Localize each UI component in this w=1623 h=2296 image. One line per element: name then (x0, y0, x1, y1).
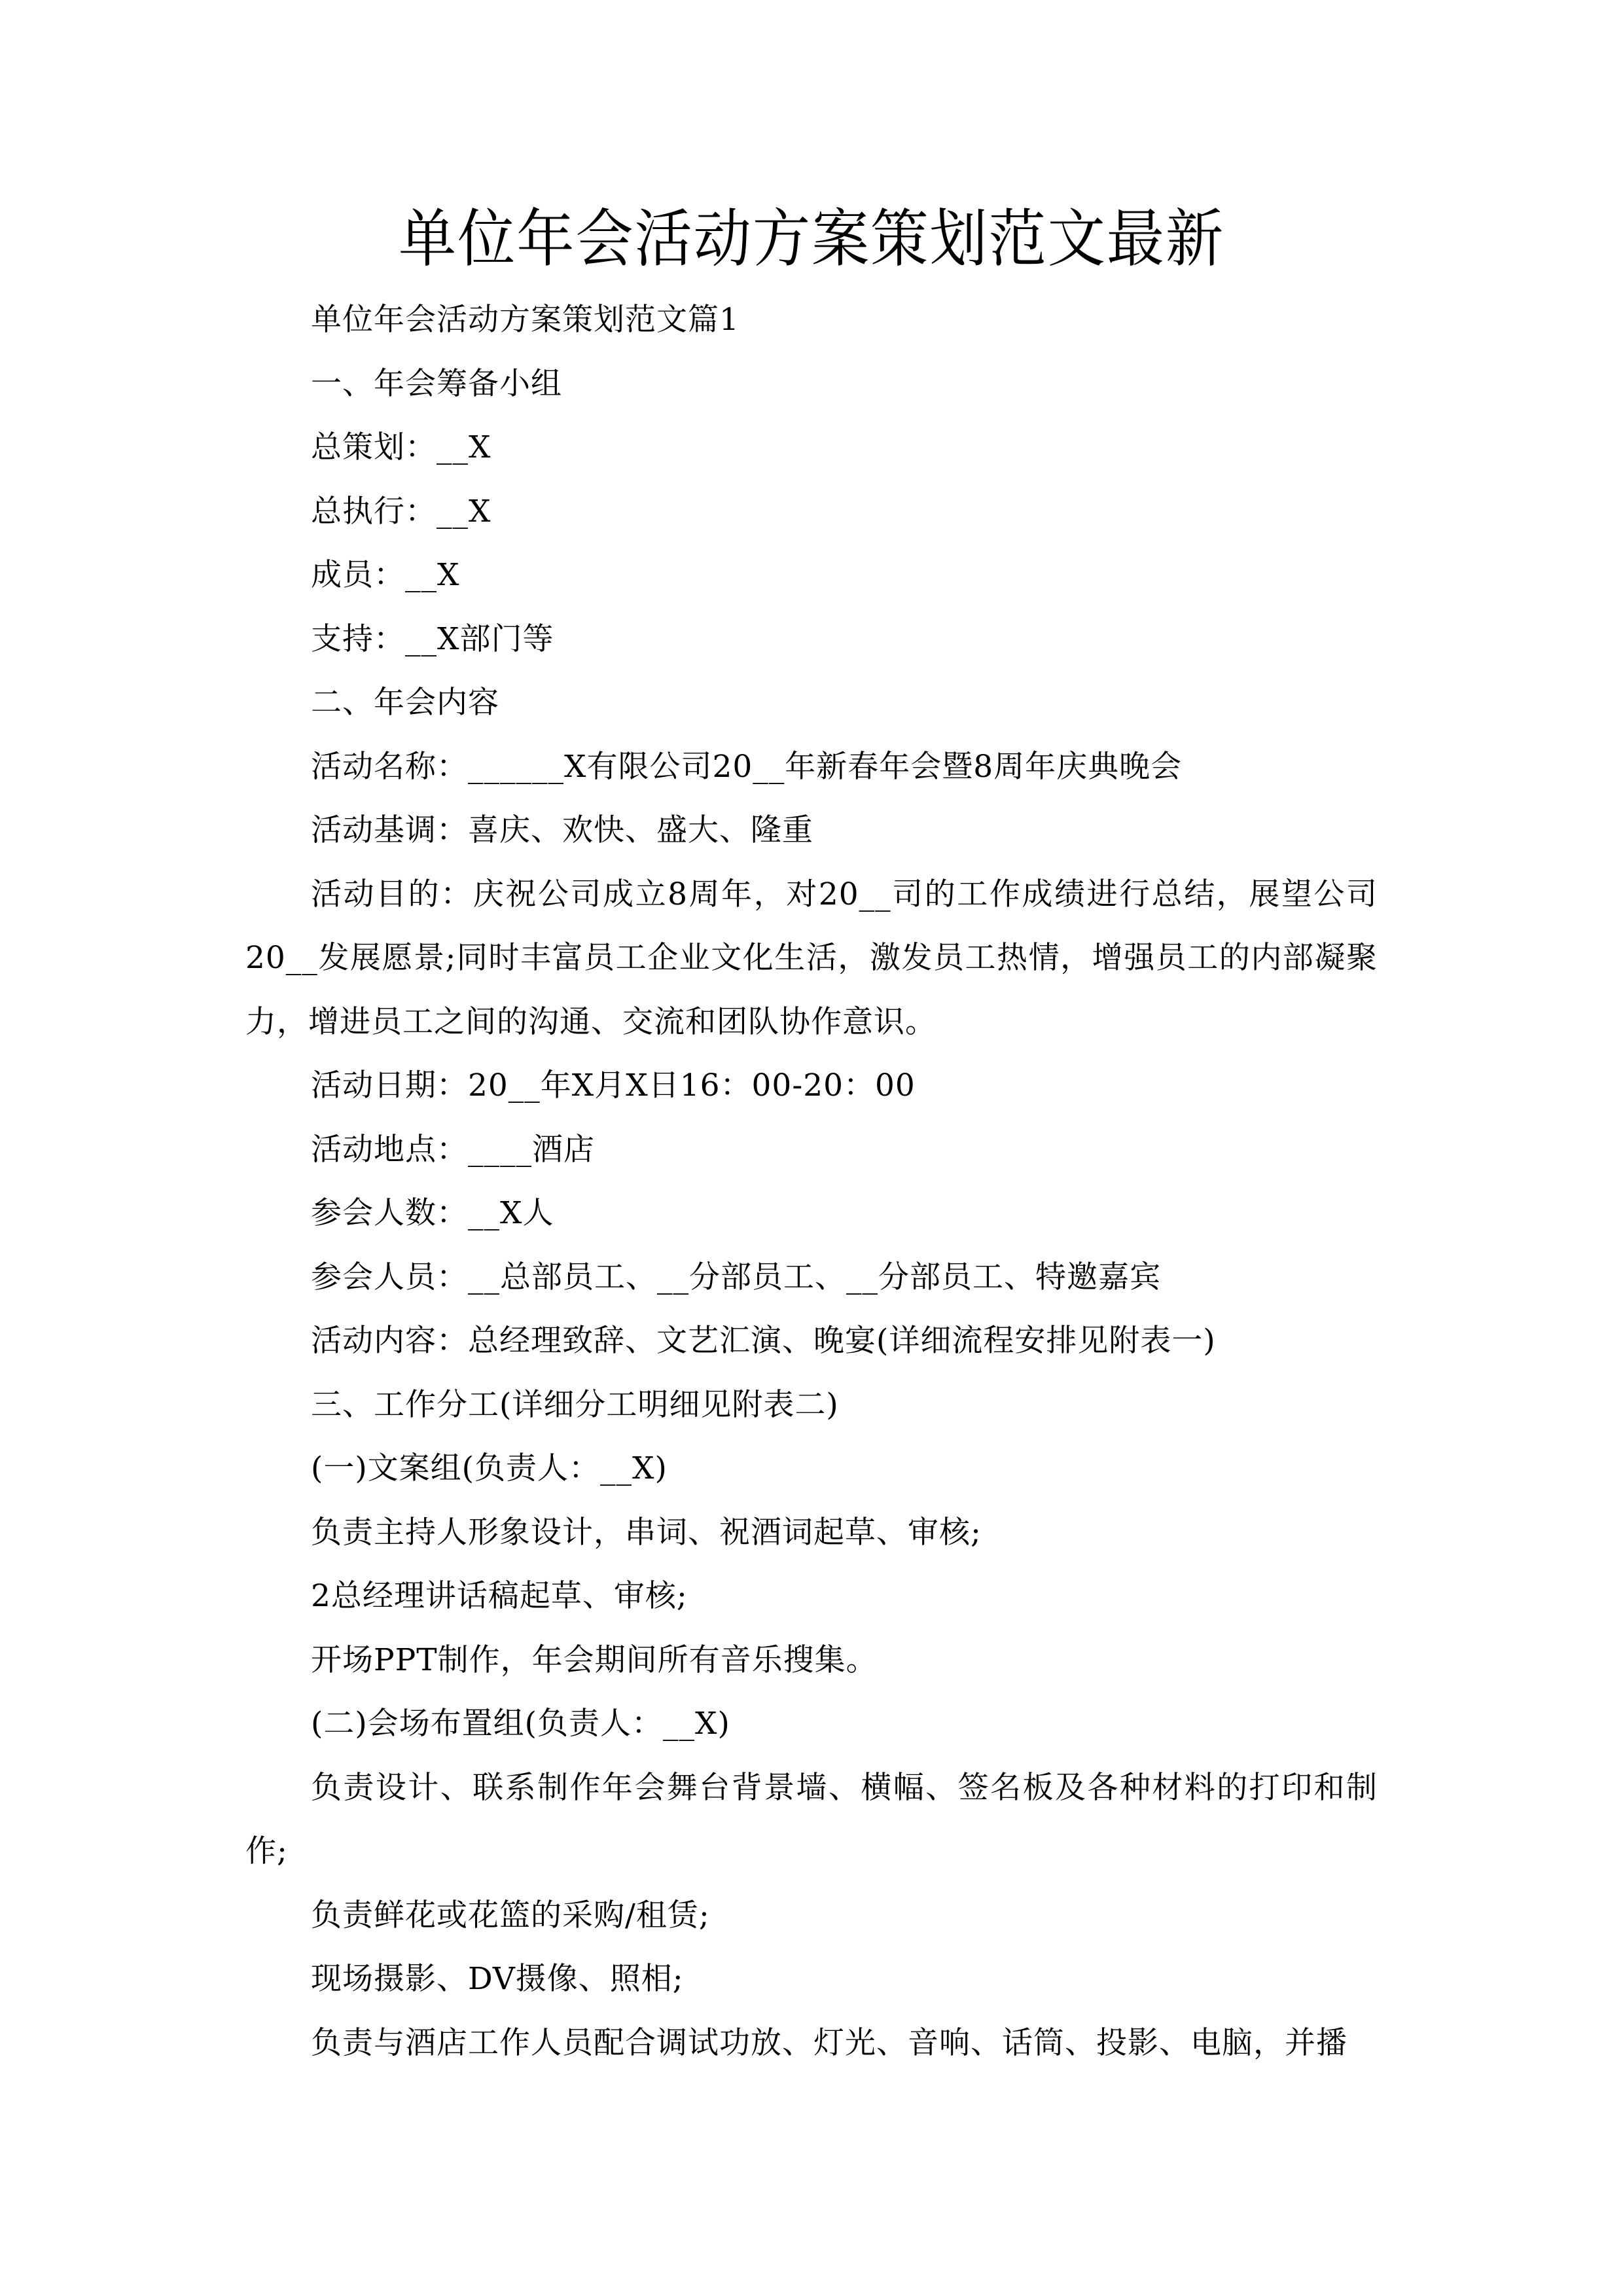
paragraph: 参会人数：__X人 (311, 1195, 554, 1231)
paragraph: 活动地点：____酒店 (311, 1131, 595, 1168)
paragraph: 负责与酒店工作人员配合调试功放、灯光、音响、话筒、投影、电脑，并播 (311, 2024, 1347, 2061)
subsection-heading: (一)文案组(负责人：__X) (311, 1450, 668, 1486)
paragraph-subtitle: 单位年会活动方案策划范文篇1 (311, 302, 740, 338)
document-body (245, 288, 1378, 2075)
paragraph: 活动基调：喜庆、欢快、盛大、隆重 (311, 812, 813, 848)
paragraph: 活动目的：庆祝公司成立8周年，对20__司的工作成绩进行总结，展望公司20__发展愿景;同时丰富员工企业文化生活，激发员工热情，增强员工的内部凝聚力，增进员工之间的沟通、交流和团队协作意识。 (245, 876, 1378, 1040)
paragraph: 支持：__X部门等 (311, 620, 554, 657)
paragraph: 负责鲜花或花篮的采购/租赁; (311, 1897, 710, 1933)
paragraph: 总策划：__X (311, 429, 491, 465)
section-heading-3: 三、工作分工(详细分工明细见附表二) (311, 1386, 839, 1423)
section-heading-1: 一、年会筹备小组 (311, 365, 562, 402)
document-title: 单位年会活动方案策划范文最新 (398, 202, 1225, 276)
paragraph: 总执行：__X (311, 493, 491, 529)
paragraph: 现场摄影、DV摄像、照相; (311, 1961, 684, 1997)
paragraph: 2总经理讲话稿起草、审核; (311, 1578, 688, 1614)
paragraph: 负责设计、联系制作年会舞台背景墙、横幅、签名板及各种材料的打印和制作; (245, 1769, 1378, 1869)
section-heading-2: 二、年会内容 (311, 685, 499, 721)
paragraph: 活动名称：______X有限公司20__年新春年会暨8周年庆典晚会 (311, 748, 1183, 785)
paragraph: 活动日期：20__年X月X日16：00-20：00 (311, 1067, 916, 1103)
paragraph: 活动内容：总经理致辞、文艺汇演、晚宴(详细流程安排见附表一) (311, 1323, 1216, 1359)
paragraph: 参会人员：__总部员工、__分部员工、__分部员工、特邀嘉宾 (311, 1259, 1161, 1295)
paragraph: 负责主持人形象设计，串词、祝酒词起草、审核; (311, 1514, 982, 1551)
paragraph: 成员：__X (311, 557, 460, 593)
paragraph: 开场PPT制作，年会期间所有音乐搜集。 (311, 1641, 878, 1678)
subsection-heading: (二)会场布置组(负责人：__X) (311, 1706, 730, 1742)
